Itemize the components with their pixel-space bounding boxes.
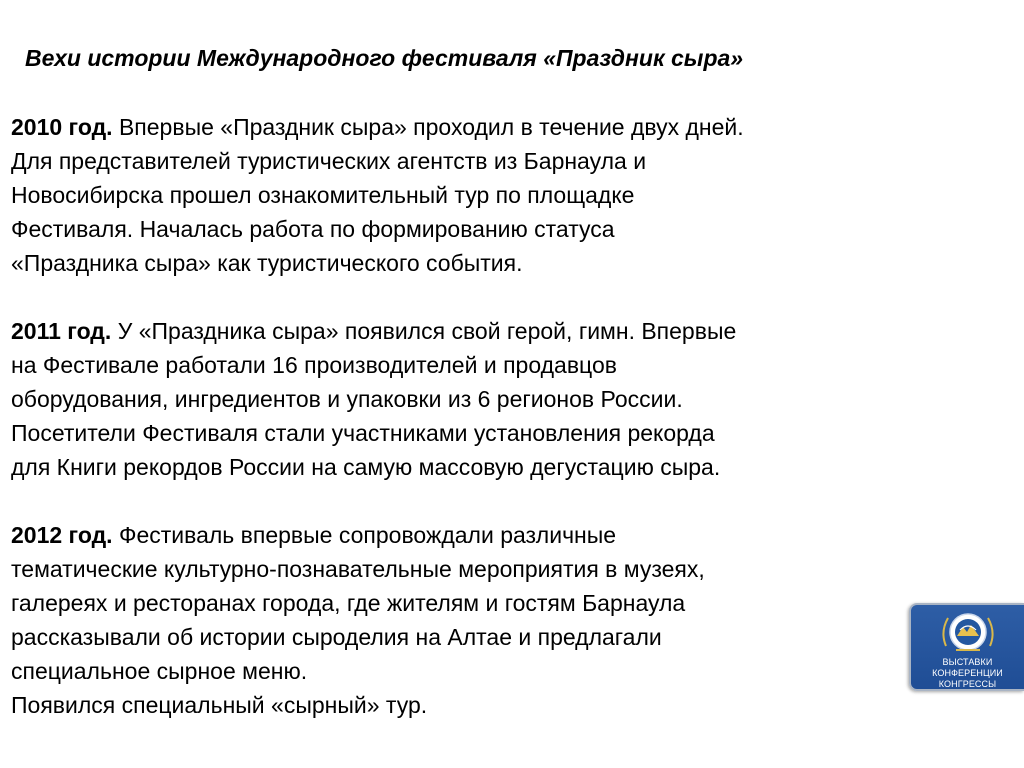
paragraph-line: специальное сырное меню. [11,658,308,684]
paragraph-text: Впервые «Праздник сыра» проходил в течение двух дней. [112,114,744,140]
paragraph-line: оборудования, ингредиентов и упаковки из 6 регионов России. [11,386,683,412]
paragraph-line: Для представителей туристических агентств из Барнаула и [11,148,647,174]
fair-emblem-icon [936,608,1000,656]
paragraph-line: Появился специальный «сырный» тур. [11,692,428,718]
paragraph-gap [11,280,941,314]
paragraph-line: «Праздника сыра» как туристического события. [11,250,523,276]
logo-caption [911,657,1024,690]
year-label: 2011 год. [11,318,112,344]
paragraph-gap [11,484,941,518]
paragraph-line: Новосибирска прошел ознакомительный тур по площадке [11,182,635,208]
document-body [11,110,941,722]
paragraph-line: галереях и ресторанах города, где жителям и гостям Барнаула [11,590,686,616]
paragraph-line: рассказывали об истории сыроделия на Алтае и предлагали [11,624,662,650]
year-label: 2010 год. [11,114,113,140]
logo-line: КОНГРЕССЫ [938,679,997,689]
altai-fair-logo [909,603,1024,691]
paragraph-text: Фестиваль впервые сопровождали различные [112,522,617,548]
paragraph-line: для Книги рекордов России на самую массовую дегустацию сыра. [11,454,721,480]
paragraph-line: Посетители Фестиваля стали участниками установления рекорда [11,420,715,446]
paragraph-line [11,314,941,348]
paragraph-line: на Фестивале работали 16 производителей и продавцов [11,352,617,378]
paragraph-line [11,110,941,144]
paragraph-line [11,518,941,552]
page-title: Вехи истории Международного фестиваля «Праздник сыра» [25,45,744,71]
year-label: 2012 год. [11,522,113,548]
paragraph-line: Фестиваля. Началась работа по формированию статуса [11,216,615,242]
paragraph-text: У «Праздника сыра» появился свой герой, гимн. Впервые [111,318,737,344]
paragraph-line: тематические культурно-познавательные мероприятия в музеях, [11,556,705,582]
logo-line: КОНФЕРЕНЦИИ [932,668,1003,678]
logo-line: ВЫСТАВКИ [942,657,993,667]
